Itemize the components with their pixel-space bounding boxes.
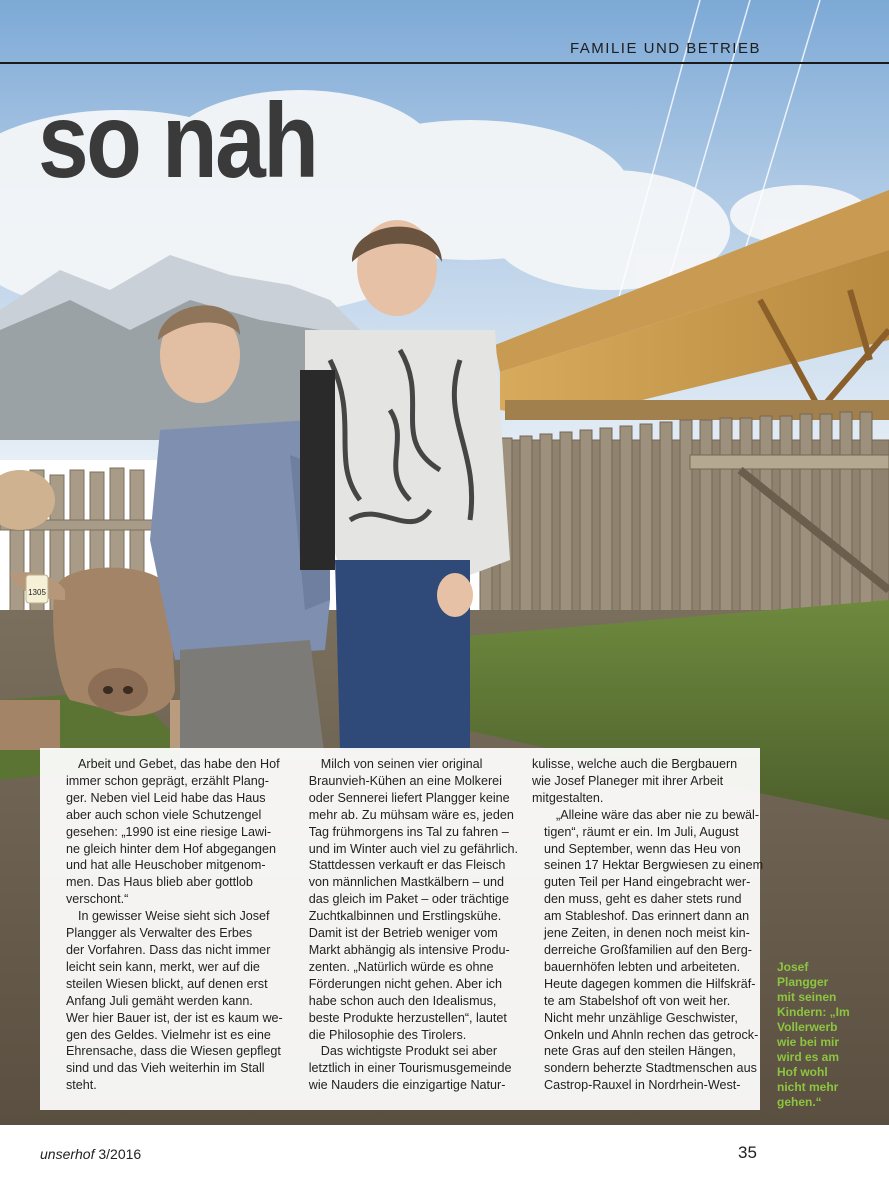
text-line: kulisse, welche auch die Bergbauern [532,757,738,771]
text-line: wie Josef Planeger mit ihrer Arbeit [532,773,724,788]
text-line: Wer hier Bauer ist, der ist es kaum we- [66,1010,283,1025]
text-line: habe schon auch den Idealismus, [308,993,497,1008]
caption-line: Josef [777,960,809,974]
text-line: der Vorfahren. Dass das nicht immer [66,942,271,957]
text-line: Arbeit und Gebet, das habe den Hof [78,757,280,771]
text-line: Das wichtigste Produkt sei aber [320,1044,498,1059]
caption-line: nicht mehr [777,1080,839,1094]
footer-issue [40,1146,141,1162]
caption-line: Kindern: „Im [777,1005,850,1019]
text-line: ger. Neben viel Leid habe das Haus [66,790,266,805]
issue-number: 3/2016 [94,1146,142,1162]
text-line: am Stableshof. Das erinnert dann an [544,909,750,924]
text-column-1 [54,756,283,1110]
text-line: jene Zeiten, in denen noch meist kin- [544,926,750,941]
page-number: 35 [738,1143,757,1162]
fence-right [480,412,889,625]
text-line: Förderungen nicht gehen. Aber ich [308,976,502,991]
text-line: Tag frühmorgens ins Tal zu fahren – [308,824,509,839]
caption-line: wird es am [777,1050,840,1064]
text-line: steilen Wiesen blickt, auf denen erst [66,976,268,991]
text-line: Markt abhängig als intensive Produ- [308,942,510,957]
text-line: In gewisser Weise sieht sich Josef [78,909,270,924]
text-line: Nicht mehr unzählige Geschwister, [544,1010,738,1025]
text-line: Plangger als Verwalter des Erbes [66,926,253,941]
text-column-3 [532,756,763,1110]
caption-line: mit seinen [777,990,837,1004]
text-line: Damit ist der Betrieb weniger vom [308,926,498,941]
text-line: derreiche Großfamilien auf den Berg- [544,942,752,957]
text-line: beste Produkte herzustellen“, lautet [308,1010,507,1025]
text-line: gesehen: „1990 ist eine riesige Lawi- [66,824,272,839]
article-body [40,748,764,1110]
text-line: und im Winter auch viel zu gefährlich. [308,841,519,856]
text-line: „Alleine wäre das aber nie zu bewäl- [556,807,760,822]
caption-line: Hof wohl [777,1065,828,1079]
text-line: tigen“, räumt er ein. Im Juli, August [544,824,739,839]
text-line: Castrop-Rauxel in Nordrhein-West- [544,1078,741,1093]
text-line: von männlichen Mastkälbern – und [308,875,505,890]
text-line: nete Gras auf den steilen Hängen, [544,1044,736,1059]
text-line: seinen 17 Hektar Bergwiesen zu einem [544,858,764,873]
text-line: leicht sein kann, merkt, wer auf die [66,959,260,974]
caption-line: gehen.“ [777,1095,822,1109]
paragraph [54,756,283,908]
photo-caption [777,960,885,1110]
text-line: immer schon geprägt, erzählt Plang- [66,773,269,788]
text-column-2 [297,756,518,1110]
text-line: steht. [66,1078,97,1093]
text-line: und hat alle Heuschober mitgenom- [66,858,266,873]
paragraph [297,1043,518,1094]
text-line: Stattdessen verkauft er das Fleisch [308,858,506,873]
text-line: die Philosophie des Tirolers. [308,1027,467,1042]
text-line: und September, wenn das Heu von [544,841,741,856]
text-line: oder Sennerei liefert Plangger keine [308,790,510,805]
text-line: gen des Geldes. Vielmehr ist es eine [66,1027,271,1042]
text-line: den muss, geht es daher stets rund [544,892,742,907]
text-line: Braunvieh-Kühen an eine Molkerei [308,773,502,788]
paragraph [532,756,763,807]
text-line: mehr ab. Zu mühsam wäre es, jeden [308,807,514,822]
text-line: te am Stabelshof oft von weit her. [544,993,731,1008]
section-label: FAMILIE UND BETRIEB [569,40,761,57]
text-line: zenten. „Natürlich würde es ohne [308,959,494,974]
text-line: verschont.“ [66,892,129,907]
text-line: men. Das Haus blieb aber gottlob [66,875,253,890]
text-line: ne gleich hinter dem Hof abgegangen [66,841,277,856]
magazine-name: unserhof [40,1146,95,1162]
text-line: sondern beherzte Stadtmenschen aus [544,1061,757,1076]
text-line: guten Teil per Hand eingebracht wer- [544,875,751,890]
ear-tag-number: 1305 [28,588,46,597]
text-line: Anfang Juli gemäht werden kann. [66,993,253,1008]
text-line: Milch von seinen vier original [320,757,483,771]
text-line: mitgestalten. [532,790,604,805]
text-line: bauernhöfen lebten und arbeiteten. [544,959,741,974]
header-rule [0,62,889,64]
paragraph [532,807,763,1094]
headline: so nah [38,82,317,200]
text-line: wie Nauders die einzigartige Natur- [308,1078,506,1093]
caption-line: wie bei mir [777,1035,840,1049]
caption-line: Plangger [777,975,829,989]
caption-line: Vollerwerb [777,1020,838,1034]
text-line: Heute dagegen kommen die Hilfskräf- [544,976,756,991]
text-line: das gleich im Paket – oder trächtige [308,892,509,907]
paragraph [54,908,283,1094]
text-line: Ehrensache, dass die Wiesen gepflegt [66,1044,281,1059]
text-line: sind und das Vieh weiterhin im Stall [66,1061,265,1076]
paragraph [297,756,518,1043]
text-line: Zuchtkalbinnen und Erstlingskühe. [308,909,502,924]
text-line: Onkeln und Ahnln rechen das getrock- [544,1027,759,1042]
text-line: letztlich in einer Tourismusgemeinde [308,1061,512,1076]
text-line: aber auch schon viele Schutzengel [66,807,262,822]
